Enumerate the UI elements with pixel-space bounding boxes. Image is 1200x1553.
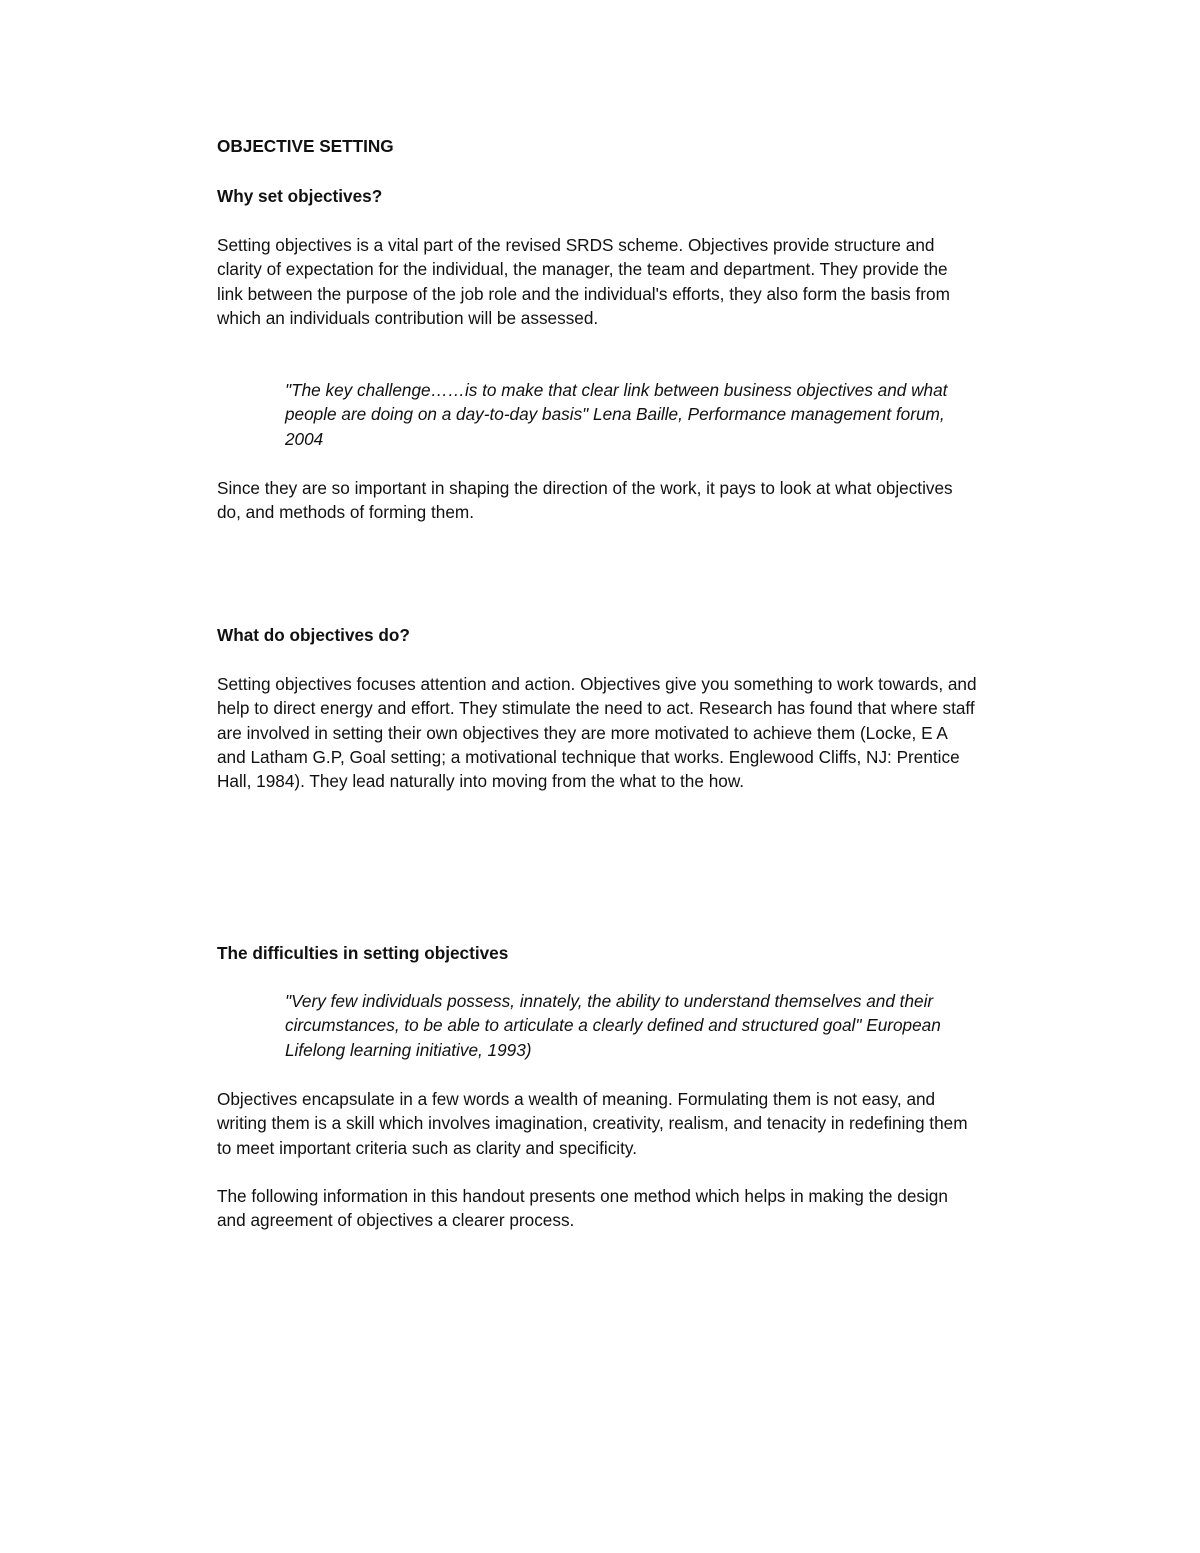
paragraph-difficulties-body: Objectives encapsulate in a few words a wealth of meaning. Formulating them is not easy, and writing them is a skill which involves imagination, creativity, realism, and tenacity in redefining them to meet important criteria such as clarity and specificity. [217, 1089, 968, 1158]
paragraph-why-closing: Since they are so important in shaping the direction of the work, it pays to look at what objectives do, and methods of forming them. [217, 478, 953, 523]
section-heading-what: What do objectives do? [217, 625, 410, 645]
section-heading-difficulties: The difficulties in setting objectives [217, 943, 509, 963]
document-title: OBJECTIVE SETTING [217, 136, 394, 156]
section-heading-why: Why set objectives? [217, 186, 383, 206]
paragraph-why-intro: Setting objectives is a vital part of the revised SRDS scheme. Objectives provide structure and clarity of expectation for the individual, the manager, the team and department. They provide the link between the purpose of the job role and the individual's efforts, they also form the basis from which an individuals contribution will be assessed. [217, 235, 950, 328]
paragraph-difficulties-closing: The following information in this handout presents one method which helps in making the design and agreement of objectives a clearer process. [217, 1186, 948, 1231]
paragraph-what-body: Setting objectives focuses attention and action. Objectives give you something to work towards, and help to direct energy and effort. They stimulate the need to act. Research has found that where staff are involved in setting their own objectives they are more motivated to achieve them (Locke, E A and Latham G.P, Goal setting; a motivational technique that works. Englewood Cliffs, NJ: Prentice Hall, 1984). They lead naturally into moving from the what to the how. [217, 674, 977, 792]
quote-key-challenge: "The key challenge……is to make that clear link between business objectives and what people are doing on a day-to-day basis" Lena Baille, Performance management forum, 2004 [285, 380, 948, 449]
quote-very-few-individuals: "Very few individuals possess, innately, the ability to understand themselves and their circumstances, to be able to articulate a clearly defined and structured goal" European Lifelong learning initiative, 1993) [285, 991, 941, 1060]
